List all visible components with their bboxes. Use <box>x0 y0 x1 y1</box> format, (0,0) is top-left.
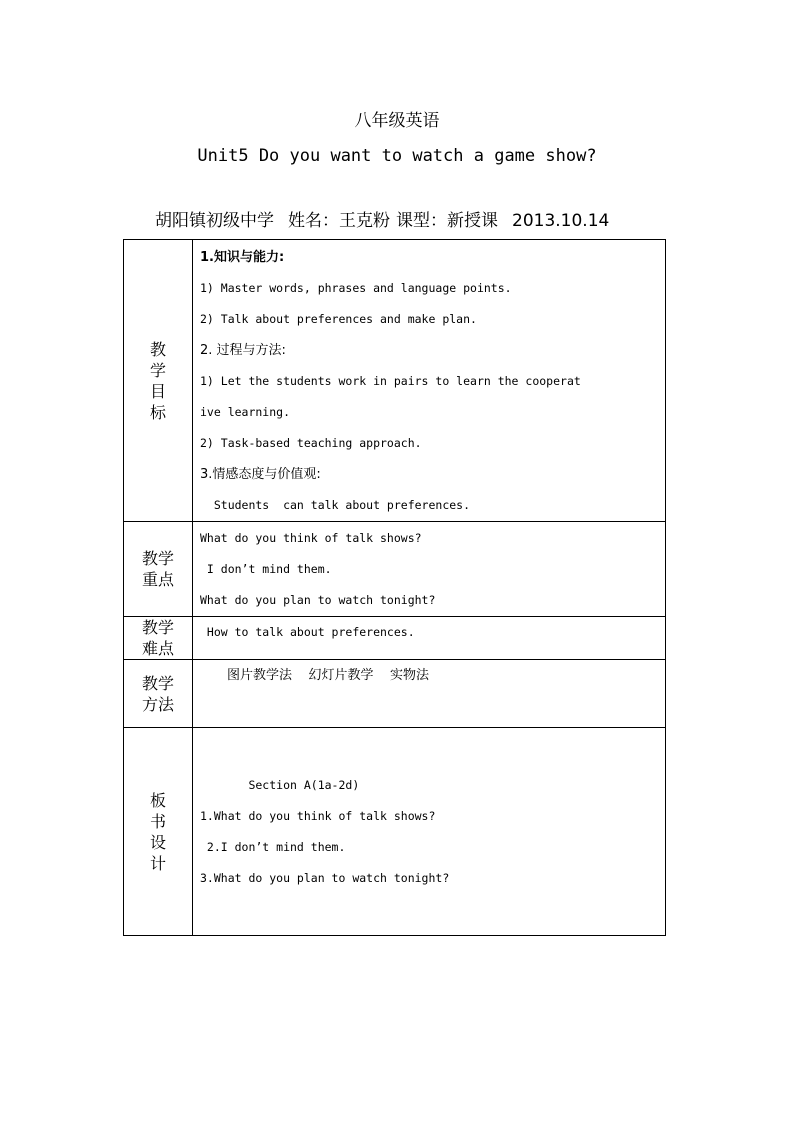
objective-line: ive learning. <box>200 405 291 419</box>
school-name: 胡阳镇初级中学 <box>155 211 274 231</box>
key-points-row <box>124 522 666 617</box>
methods-line: 图片教学法 幻灯片教学 实物法 <box>227 668 430 683</box>
board-line: 3.What do you plan to watch tonight? <box>200 871 450 885</box>
objectives-label: 教 学 目 标 <box>124 240 193 522</box>
page-title: 八年级英语 <box>354 111 440 131</box>
objective-heading: 2. 过程与方法: <box>200 343 286 358</box>
board-line: 2.I don’t mind them. <box>200 840 346 854</box>
objective-heading: 1.知识与能力: <box>200 250 285 265</box>
difficulty-line: How to talk about preferences. <box>200 625 415 639</box>
unit-title: Unit5 Do you want to watch a game show? <box>197 146 597 166</box>
key-point-line: I don’t mind them. <box>200 562 332 576</box>
key-point-line: What do you plan to watch tonight? <box>200 593 436 607</box>
lesson-plan-table <box>123 239 666 936</box>
lesson-info <box>155 206 609 231</box>
key-points-label: 教学 重点 <box>124 522 193 617</box>
difficulties-label: 教学 难点 <box>124 617 193 660</box>
key-points-content <box>193 522 666 617</box>
objective-line: Students can talk about preferences. <box>200 498 471 512</box>
board-row <box>124 728 666 936</box>
methods-content <box>193 660 666 728</box>
board-line: 1.What do you think of talk shows? <box>200 809 436 823</box>
objective-line: 1) Let the students work in pairs to learn the cooperat <box>200 374 581 388</box>
board-line <box>193 739 665 770</box>
methods-row <box>124 660 666 728</box>
board-line: Section A(1a-2d) <box>200 778 360 792</box>
board-label: 板 书 设 计 <box>124 728 193 936</box>
key-point-line: What do you think of talk shows? <box>200 531 422 545</box>
objectives-content <box>193 240 666 522</box>
board-content <box>193 728 666 936</box>
difficulties-content <box>193 617 666 660</box>
lesson-date: 2013.10.14 <box>512 211 610 231</box>
objective-line: 2) Task-based teaching approach. <box>200 436 422 450</box>
objective-line: 1) Master words, phrases and language points. <box>200 281 512 295</box>
difficulties-row <box>124 617 666 660</box>
teacher-name: 姓名：王克粉 <box>288 211 390 231</box>
objective-heading: 3.情感态度与价值观: <box>200 467 321 482</box>
objective-line: 2) Talk about preferences and make plan. <box>200 312 477 326</box>
lesson-type: 课型：新授课 <box>396 211 498 231</box>
methods-label: 教学 方法 <box>124 660 193 728</box>
objectives-row <box>124 240 666 522</box>
